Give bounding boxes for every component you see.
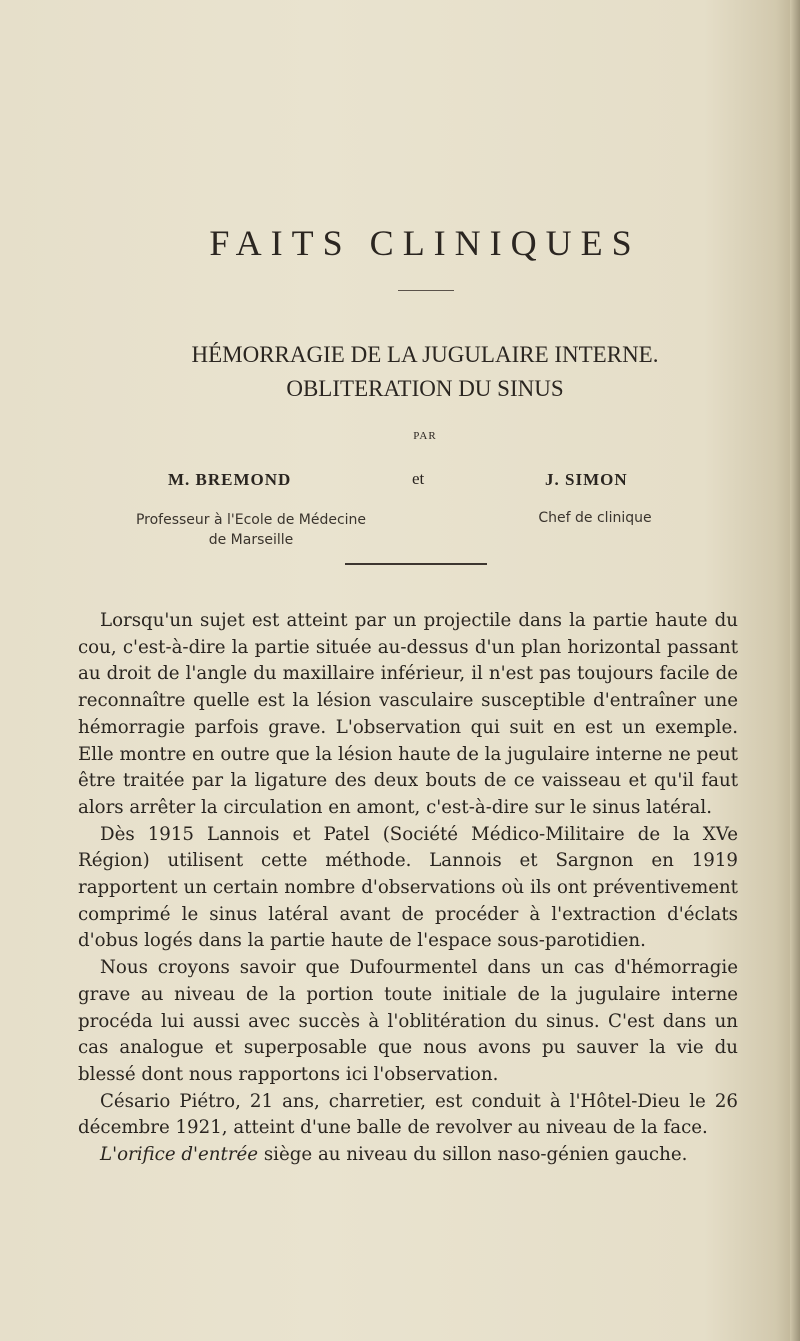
byline-divider bbox=[345, 563, 487, 565]
book-spine-shadow bbox=[790, 0, 800, 1341]
paragraph-3: Nous croyons savoir que Dufourmentel dans un cas d'hémorragie grave au niveau de la portion toute initiale de la jugulaire interne procéda lui aussi avec succès à l'oblitération du sinus. C'est dans un cas analogue et superposable que nous avons pu sauver la vie du blessé dont nous rapportons ici l'observation. bbox=[78, 957, 738, 1085]
paragraph-4: Césario Piétro, 21 ans, charretier, est conduit à l'Hôtel-Dieu le 26 décembre 1921, atteint d'une balle de revolver au niveau de la face. bbox=[78, 1090, 738, 1139]
author-conjunction: et bbox=[412, 469, 425, 488]
paragraph-5-rest: siège au niveau du sillon naso-génien gauche. bbox=[258, 1144, 688, 1166]
author-bremond: M. BREMOND bbox=[168, 470, 292, 489]
article-body bbox=[78, 608, 738, 1169]
article-title-line-2: OBLITERATION DU SINUS bbox=[286, 376, 564, 401]
affiliation-bremond-line-2: de Marseille bbox=[208, 532, 294, 548]
affiliation-bremond-line-1: Professeur à l'Ecole de Médecine bbox=[135, 512, 367, 528]
paragraph-5 bbox=[78, 1142, 738, 1169]
section-title: FAITS CLINIQUES bbox=[209, 223, 641, 263]
title-divider bbox=[398, 290, 454, 291]
paragraph-5-italic: L'orifice d'entrée bbox=[100, 1144, 259, 1166]
paragraph-1: Lorsqu'un sujet est atteint par un projectile dans la partie haute du cou, c'est-à-dire la partie située au-dessus d'un plan horizontal passant au droit de l'angle du maxillaire inférieur, il n'est pas toujours facile de reconnaître quelle est la lésion vasculaire susceptible d'entraîner une hémorragie parfois grave. L'observation qui suit en est un exemple. Elle montre en outre que la lésion haute de la jugulaire interne ne peut être traitée par la ligature des deux bouts de ce vaisseau et qu'il faut alors arrêter la circulation en amont, c'est-à-dire sur le sinus latéral. bbox=[78, 610, 738, 818]
article-title bbox=[0, 338, 800, 406]
affiliation-simon: Chef de clinique bbox=[538, 510, 652, 526]
affiliation-bremond bbox=[112, 510, 390, 550]
paragraph-2: Dès 1915 Lannois et Patel (Société Médico-Militaire de la XVe Région) utilisent cette méthode. Lannois et Sargnon en 1919 rapportent un certain nombre d'observations où ils ont préventivement comprimé le sinus latéral avant de procéder à l'extraction d'éclats d'obus logés dans la partie haute de l'espace sous-parotidien. bbox=[78, 823, 738, 952]
article-title-line-1: HÉMORRAGIE DE LA JUGULAIRE INTERNE. bbox=[191, 342, 659, 367]
byline-par: PAR bbox=[413, 430, 437, 442]
author-simon: J. SIMON bbox=[545, 470, 628, 489]
